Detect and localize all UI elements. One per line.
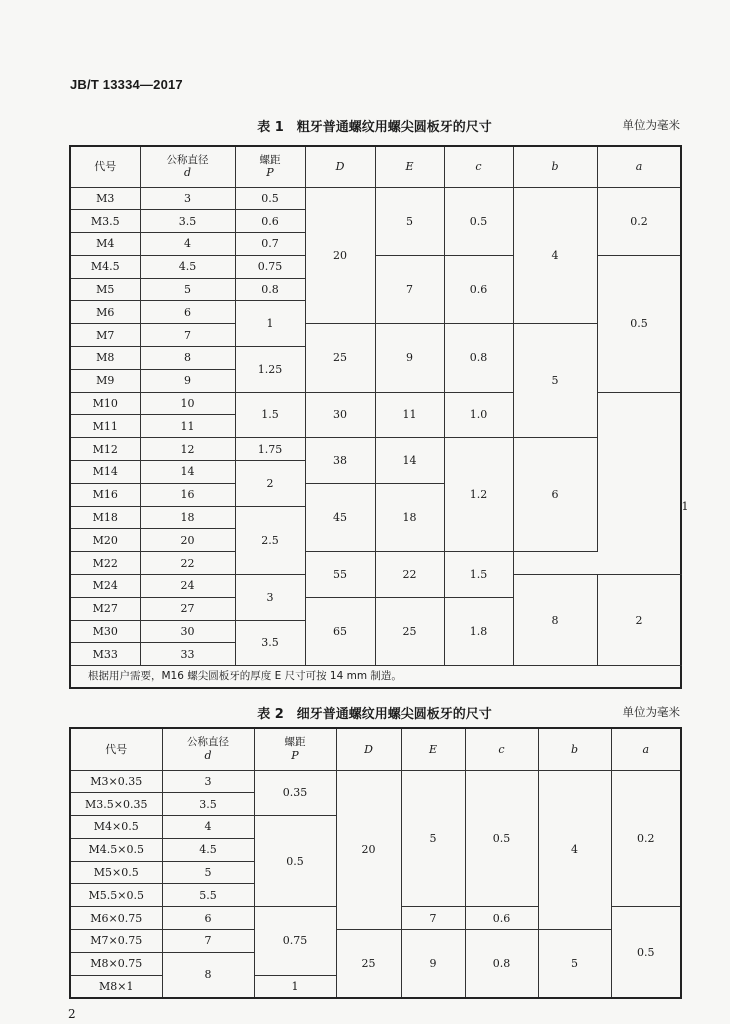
col-header-b: b [538, 728, 611, 770]
table1-unit: 单位为毫米 [622, 118, 680, 132]
cell-d: 11 [140, 415, 235, 438]
cell-d: 9 [140, 369, 235, 392]
standard-number: JB/T 13334—2017 [70, 77, 183, 92]
cell-code: M8×0.75 [70, 952, 162, 975]
cell-p: 2 [235, 461, 305, 507]
cell-p: 1 [254, 975, 336, 998]
cell-E: 25 [375, 597, 444, 665]
col-header-d-symbol: d [204, 748, 212, 762]
cell-d: 3 [140, 187, 235, 210]
cell-d: 10 [140, 392, 235, 415]
cell-D: 20 [336, 770, 401, 930]
table-row [70, 770, 681, 793]
cell-d: 4.5 [140, 255, 235, 278]
col-header-code: 代号 [70, 728, 162, 770]
col-header-E: E [401, 728, 465, 770]
cell-D: 25 [305, 324, 375, 392]
cell-p: 0.5 [235, 187, 305, 210]
cell-code: M12 [70, 438, 140, 461]
cell-code: M7 [70, 324, 140, 347]
cell-code: M5×0.5 [70, 861, 162, 884]
cell-b: 4 [538, 770, 611, 930]
cell-d: 12 [140, 438, 235, 461]
cell-D: 30 [305, 392, 375, 438]
table-row [70, 324, 681, 347]
cell-code: M4×0.5 [70, 816, 162, 839]
table-row [70, 552, 681, 575]
col-header-b: b [513, 146, 597, 187]
cell-code: M33 [70, 643, 140, 666]
cell-p: 3 [235, 575, 305, 621]
cell-d: 22 [140, 552, 235, 575]
cell-E: 7 [401, 907, 465, 930]
cell-d: 5.5 [162, 884, 254, 907]
cell-d: 8 [140, 347, 235, 370]
col-header-d-symbol: d [183, 166, 192, 180]
cell-code: M27 [70, 597, 140, 620]
cell-code: M4.5 [70, 255, 140, 278]
cell-D: 55 [305, 552, 375, 598]
cell-d: 8 [162, 952, 254, 998]
table1-title: 表 1 粗牙普通螺纹用螺尖圆板牙的尺寸 [257, 120, 492, 135]
col-header-E: E [375, 146, 444, 187]
col-header-d-label: 公称直径 [166, 153, 209, 166]
cell-d: 4.5 [162, 838, 254, 861]
cell-code: M4.5×0.5 [70, 838, 162, 861]
cell-code: M6 [70, 301, 140, 324]
cell-p: 1.25 [235, 347, 305, 393]
cell-code: M4 [70, 233, 140, 256]
cell-code: M11 [70, 415, 140, 438]
cell-a: 0.2 [611, 770, 681, 907]
cell-d: 7 [140, 324, 235, 347]
cell-a: 0.5 [611, 907, 681, 998]
cell-code: M5.5×0.5 [70, 884, 162, 907]
cell-d: 3 [162, 770, 254, 793]
col-header-a: a [611, 728, 681, 770]
cell-D: 25 [336, 930, 401, 998]
table1-note: 根据用户需要，M16 螺尖圆板牙的厚度 E 尺寸可按 14 mm 制造。 [70, 666, 681, 688]
col-header-p-label: 螺距 [284, 736, 306, 749]
cell-c: 0.5 [465, 770, 538, 907]
col-header-p-symbol: P [266, 166, 274, 180]
cell-c: 1.2 [444, 438, 513, 552]
cell-D: 65 [305, 597, 375, 665]
cell-b: 4 [513, 187, 597, 324]
table-row [70, 930, 681, 953]
col-header-d-label: 公称直径 [187, 736, 229, 749]
cell-p: 0.6 [235, 210, 305, 233]
table1-header-row [70, 146, 681, 187]
cell-p: 0.75 [235, 255, 305, 278]
cell-E: 18 [375, 483, 444, 551]
col-header-d [140, 146, 235, 187]
table2 [69, 727, 682, 999]
col-header-c: c [444, 146, 513, 187]
cell-d: 24 [140, 575, 235, 598]
cell-code: M22 [70, 552, 140, 575]
cell-c: 0.6 [444, 255, 513, 323]
cell-E: 5 [375, 187, 444, 255]
cell-E: 14 [375, 438, 444, 484]
cell-d: 4 [162, 816, 254, 839]
table-row: M9 9 1 [70, 369, 681, 392]
col-header-D: D [305, 146, 375, 187]
cell-d: 3.5 [140, 210, 235, 233]
cell-c: 0.8 [444, 324, 513, 392]
table2-caption [69, 703, 680, 723]
table1 [69, 145, 689, 689]
cell-p: 0.7 [235, 233, 305, 256]
cell-b: 5 [538, 930, 611, 998]
cell-D: 45 [305, 483, 375, 551]
cell-E: 22 [375, 552, 444, 598]
cell-code: M14 [70, 461, 140, 484]
cell-d: 3.5 [162, 793, 254, 816]
cell-d: 6 [140, 301, 235, 324]
cell-p: 0.35 [254, 770, 336, 816]
cell-d: 6 [162, 907, 254, 930]
col-header-D: D [336, 728, 401, 770]
cell-p: 3.5 [235, 620, 305, 666]
cell-code: M5 [70, 278, 140, 301]
cell-a: 2 [597, 575, 681, 666]
cell-d: 27 [140, 597, 235, 620]
cell-d: 5 [162, 861, 254, 884]
cell-p: 1 [235, 301, 305, 347]
cell-code: M8 [70, 347, 140, 370]
cell-E: 9 [401, 930, 465, 998]
cell-d: 16 [140, 483, 235, 506]
cell-c: 1.5 [444, 552, 513, 598]
table-row [70, 187, 681, 210]
cell-code: M10 [70, 392, 140, 415]
col-header-p-label: 螺距 [259, 153, 281, 166]
cell-d: 33 [140, 643, 235, 666]
cell-c: 0.6 [465, 907, 538, 930]
cell-code: M3 [70, 187, 140, 210]
cell-code: M8×1 [70, 975, 162, 998]
cell-a: 0.5 [597, 255, 681, 392]
cell-code: M30 [70, 620, 140, 643]
cell-b: 6 [513, 438, 597, 552]
page-number: 2 [68, 1007, 76, 1021]
col-header-p-symbol: P [291, 748, 299, 762]
cell-code: M7×0.75 [70, 930, 162, 953]
col-header-p [235, 146, 305, 187]
cell-d: 18 [140, 506, 235, 529]
cell-code: M3×0.35 [70, 770, 162, 793]
cell-d: 20 [140, 529, 235, 552]
cell-c: 0.5 [444, 187, 513, 255]
cell-p: 2.5 [235, 506, 305, 574]
cell-E: 11 [375, 392, 444, 438]
cell-p: 0.75 [254, 907, 336, 975]
cell-code: M3.5×0.35 [70, 793, 162, 816]
cell-d: 4 [140, 233, 235, 256]
cell-d: 5 [140, 278, 235, 301]
col-header-d [162, 728, 254, 770]
cell-code: M18 [70, 506, 140, 529]
col-header-c: c [465, 728, 538, 770]
table1-caption [69, 116, 680, 136]
col-header-a: a [597, 146, 681, 187]
cell-p: 0.5 [254, 816, 336, 907]
cell-code: M24 [70, 575, 140, 598]
cell-code: M3.5 [70, 210, 140, 233]
table2-unit: 单位为毫米 [622, 705, 680, 719]
cell-c: 1.0 [444, 392, 513, 438]
cell-d: 7 [162, 930, 254, 953]
cell-c: 0.8 [465, 930, 538, 998]
cell-d: 30 [140, 620, 235, 643]
table1-note-row [70, 666, 681, 688]
cell-code: M9 [70, 369, 140, 392]
cell-c: 1.8 [444, 597, 513, 665]
cell-E: 9 [375, 324, 444, 392]
cell-code: M6×0.75 [70, 907, 162, 930]
cell-b: 5 [513, 324, 597, 438]
cell-code: M16 [70, 483, 140, 506]
col-header-code: 代号 [70, 146, 140, 187]
cell-d: 14 [140, 461, 235, 484]
cell-D: 20 [305, 187, 375, 324]
cell-p: 1.75 [235, 438, 305, 461]
cell-b: 8 [513, 575, 597, 666]
col-header-p [254, 728, 336, 770]
cell-E: 5 [401, 770, 465, 907]
table2-header-row [70, 728, 681, 770]
table2-title: 表 2 细牙普通螺纹用螺尖圆板牙的尺寸 [257, 707, 492, 722]
cell-E: 7 [375, 255, 444, 323]
cell-code: M20 [70, 529, 140, 552]
cell-D: 38 [305, 438, 375, 484]
cell-p: 1.5 [235, 392, 305, 438]
table-row [70, 438, 681, 461]
cell-p: 0.8 [235, 278, 305, 301]
cell-a: 0.2 [597, 187, 681, 255]
